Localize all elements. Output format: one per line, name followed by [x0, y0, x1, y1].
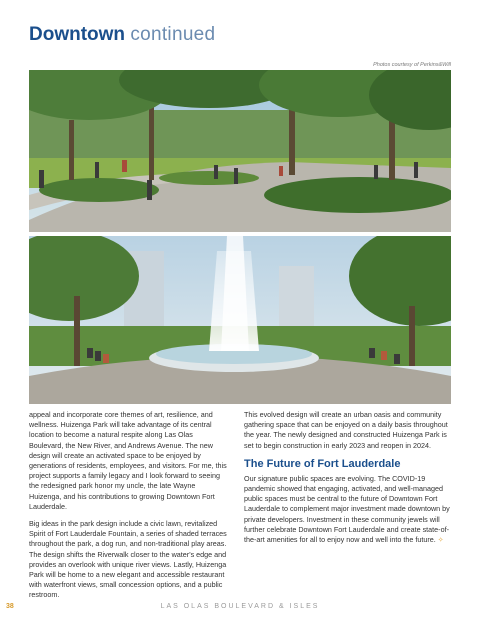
park-walkway-rendering — [29, 70, 451, 232]
page-title-main: Downtown — [29, 24, 126, 45]
end-mark-icon: ✧ — [437, 535, 444, 545]
publication-name: LAS OLAS BOULEVARD & ISLES — [160, 603, 320, 610]
photo-credit: Photos courtesy of Perkins&Will — [373, 62, 451, 68]
right-text-column — [244, 410, 451, 552]
body-paragraph — [244, 474, 451, 545]
page-title-continued: continued — [130, 24, 216, 45]
left-text-column — [29, 410, 229, 608]
body-paragraph: appeal and incorporate core themes of art, resilience, and wellness. Huizenga Park will take advantage of its central location to become a natural respite along Las Olas Boulevard, the New River, and Andrews Avenue. The new design will create an activated space to be enjoyed by generations of residents, employees, and visitors. For me, this project supports a family legacy and I look forward to seeing the redesigned park honor my uncle, the late Wayne Huizenga, and his contributions to growing Downtown Fort Lauderdale. — [29, 410, 227, 511]
section-heading: The Future of Fort Lauderdale — [244, 457, 401, 470]
body-paragraph: This evolved design will create an urban oasis and community gathering space that can be enjoyed on a daily basis throughout the year. The newly designed and constructed Huizenga Park is set to begin construction in early 2023 and reopen in 2024. — [244, 410, 448, 450]
body-paragraph-text: Our signature public spaces are evolving. The COVID-19 pandemic showed that engaging, activated, and well-managed public spaces must be central to the future of Downtown Fort Lauderdale to complement major investment made downtown by private developers. Investment in these community jewels will further celebrate Downtown Fort Lauderdale and create state-of-the-art amenities for all to enjoy now and well into the future. — [244, 473, 450, 545]
fountain-rendering — [29, 236, 451, 404]
page-title — [29, 24, 215, 46]
page-number: 38 — [6, 603, 14, 610]
body-paragraph: Big ideas in the park design include a civic lawn, revitalized Spirit of Fort Lauderdale Fountain, a series of shaded terraces throughout the park, a dog run, and non-traditional play areas. The design shifts the Riverwalk closer to the water's edge and provides an overlook with unique river views. Lastly, Huizenga Park will be home to a new elegant and accessible restaurant with waterfront views, small concession options, and a public restroom. — [29, 519, 227, 600]
